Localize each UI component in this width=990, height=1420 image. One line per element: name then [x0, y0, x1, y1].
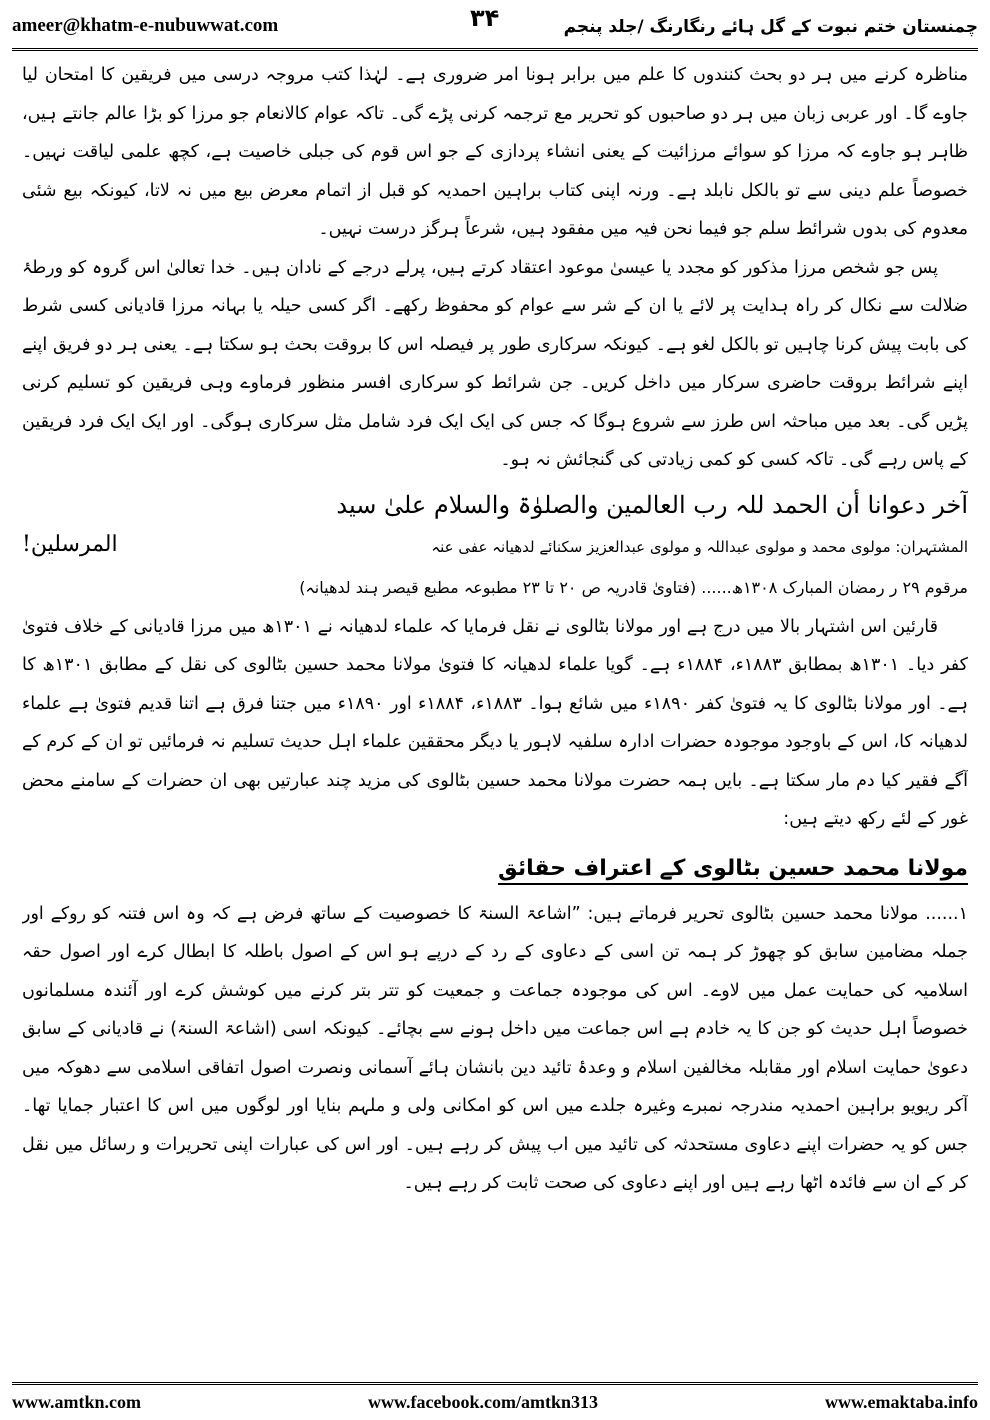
- paragraph-3: قارئین اس اشتہار بالا میں درج ہے اور مولانا بٹالوی نے نقل فرمایا کہ علماء لدھیانہ نے ۱۳۰۱ھ میں مرزا قادیانی کے خلاف فتویٰ کفر دیا۔ ۱۳۰۱ھ بمطابق ۱۸۸۳ء، ۱۸۸۴ء ہے۔ گویا علماء لدھیانہ کا فتویٰ مولانا محمد حسین بٹالوی کی نقل کے مطابق ۱۳۰۱ھ کا ہے۔ اور مولانا بٹالوی کا یہ فتویٰ کفر ۱۸۹۰ء میں شائع ہوا۔ ۱۸۸۳ء، ۱۸۸۴ء اور ۱۸۹۰ء میں جتنا فرق ہے اتنا قدیم فتویٰ ہے علماء لدھیانہ کا، اس کے باوجود موجودہ حضرات ادارہ سلفیہ لاہور یا دیگر محققین علماء اہل حدیث تسلیم نہ فرمائیں تو ان کے کرم کے آگے فقیر کیا دم مار سکتا ہے۔ بایں ہمہ حضرت مولانا محمد حسین بٹالوی کی مزید چند عبارتیں بھی ان حضرات کے سامنے محض غور کے لئے رکھ دیتے ہیں:: [22, 616, 968, 829]
- section-heading-text: مولانا محمد حسین بٹالوی کے اعتراف حقائق: [498, 856, 968, 885]
- signers: المشتہران: مولوی محمد و مولوی عبداللہ و مولوی عبدالعزیز سکنائے لدھیانہ عفی عنہ: [431, 537, 968, 556]
- footer-link-facebook[interactable]: www.facebook.com/amtkn313: [367, 1391, 598, 1412]
- closing-arabic-tail: المرسلین!: [22, 531, 118, 557]
- header-email: ameer@khatm-e-nubuwwat.com: [12, 15, 279, 36]
- signers-row: [22, 526, 968, 566]
- paragraph-4: ۱...... مولانا محمد حسین بٹالوی تحریر فرماتے ہیں: ”اشاعۃ السنۃ کا خصوصیت کے ساتھ فرض ہے کہ وہ اس فتنہ کو روکے اور جملہ مضامین سابق کو چھوڑ کر ہمہ تن اسی کے دعاوی کے رد کے درپے ہو اس کے اصول باطلہ کا ابطال کرے اور اصول حقہ اسلامیہ کی حمایت عمل میں لاوے۔ اس کی موجودہ جماعت و جمعیت کو تتر بتر کرنے میں کوشش کرے اور آئندہ مسلمانوں خصوصاً اہل حدیث کو جن کا یہ خادم ہے اس جماعت میں داخل ہونے سے بچائے۔ کیونکہ اسی (اشاعۃ السنۃ) نے قادیانی کے سابق دعویٰ حمایت اسلام اور مقابلہ مخالفین اسلام و وعدۂ تائید دین بانشان ہائے آسمانی ونصرت اصول اتفاقی اسلامی سے دھوکہ میں آکر ریویو براہین احمدیہ مندرجہ نمبرے وغیرہ جلدے میں اس کو امکانی ولی و ملہم بنایا اور لوگوں میں اس کا اعتبار جمایا تھا۔ جس کو یہ حضرات اپنے دعاوی مستحدثہ کی تائید میں اب پیش کر رہے ہیں۔ اور اس کی عبارات اپنی تحریرات و رسائل میں نقل کر کے ان سے فائدہ اٹھا رہے ہیں اور اپنے دعاوی کی صحت ثابت کر رہے ہیں۔: [22, 903, 968, 1193]
- paragraph-1: مناظرہ کرنے میں ہر دو بحث کنندوں کا علم میں برابر ہونا امر ضروری ہے۔ لہٰذا کتب مروجہ درسی میں فریقین کا امتحان لیا جاوے گا۔ اور عربی زبان میں ہر دو صاحبوں کو تحریر مع ترجمہ کرنی پڑے گی۔ تاکہ عوام کالانعام جو مرزا کو بڑا عالم جانتے ہیں، ظاہر ہو جاوے کہ مرزا کو سوائے مرزائیت کے یعنی انشاء پردازی کے جو اس قوم کی جبلی خاصیت ہے، کچھ علمی لیاقت نہیں۔ خصوصاً علم دینی سے تو بالکل نابلد ہے۔ ورنہ اپنی کتاب براہین احمدیہ کو قبل از اتمام معرض بیع میں نہ لاتا، کیونکہ بیع شئی معدوم کی بدوں شرائط سلم جو فیما نحن فیہ میں مفقود ہیں، شرعاً ہرگز درست نہیں۔: [22, 65, 968, 239]
- footer-link-emaktaba[interactable]: www.emaktaba.info: [824, 1391, 978, 1412]
- footer-rule: [12, 1382, 978, 1385]
- closing-arabic: آخر دعوانا أن الحمد للہ رب العالمین والصلوٰۃ والسلام علیٰ سید: [336, 490, 968, 519]
- section-heading: [22, 847, 968, 891]
- header-rule: [12, 48, 978, 51]
- dated-reference: مرقوم ۲۹ ر رمضان المبارک ۱۳۰۸ھ...... (فتاویٰ قادریہ ص ۲۰ تا ۲۳ مطبوعہ مطبع قیصر ہند لدھیانہ): [299, 577, 968, 597]
- page-body: [22, 56, 968, 1374]
- page-number: ۳۴: [470, 4, 500, 32]
- header-book-title: چمنستان ختم نبوت کے گل ہائے رنگارنگ /جلد پنجم: [563, 16, 978, 37]
- page-footer: [12, 1388, 978, 1416]
- paragraph-2: پس جو شخص مرزا مذکور کو مجدد یا عیسیٰ موعود اعتقاد کرتے ہیں، پرلے درجے کے نادان ہیں۔ خدا تعالیٰ اس گروہ کو ورطۂ ضلالت سے نکال کر راہ ہدایت پر لائے یا ان کے شر سے عوام کو محفوظ رکھے۔ اگر کسی حیلہ یا بہانہ مرزا قادیانی کسی شرط کی بابت پیش کرنا چاہیں تو بالکل لغو ہے۔ کیونکہ سرکاری طور پر فیصلہ اس کا بروقت بحث ہو سکتا ہے۔ یعنی ہر دو فریق اپنے اپنے شرائط بروقت حاضری سرکار میں داخل کریں۔ جن شرائط کو سرکاری افسر منظور فرماوے وہی فریقین کو تسلیم کرنی پڑیں گی۔ بعد میں مباحثہ اس طرز سے شروع ہوگا کہ جس کی ایک ایک فرد شامل مثل سرکاری ہوگی۔ اور ایک ایک فرد فریقین کے پاس رہے گی۔ تاکہ کسی کو کمی زیادتی کی گنجائش نہ ہو۔: [22, 257, 968, 470]
- footer-link-amtkn[interactable]: www.amtkn.com: [12, 1391, 141, 1412]
